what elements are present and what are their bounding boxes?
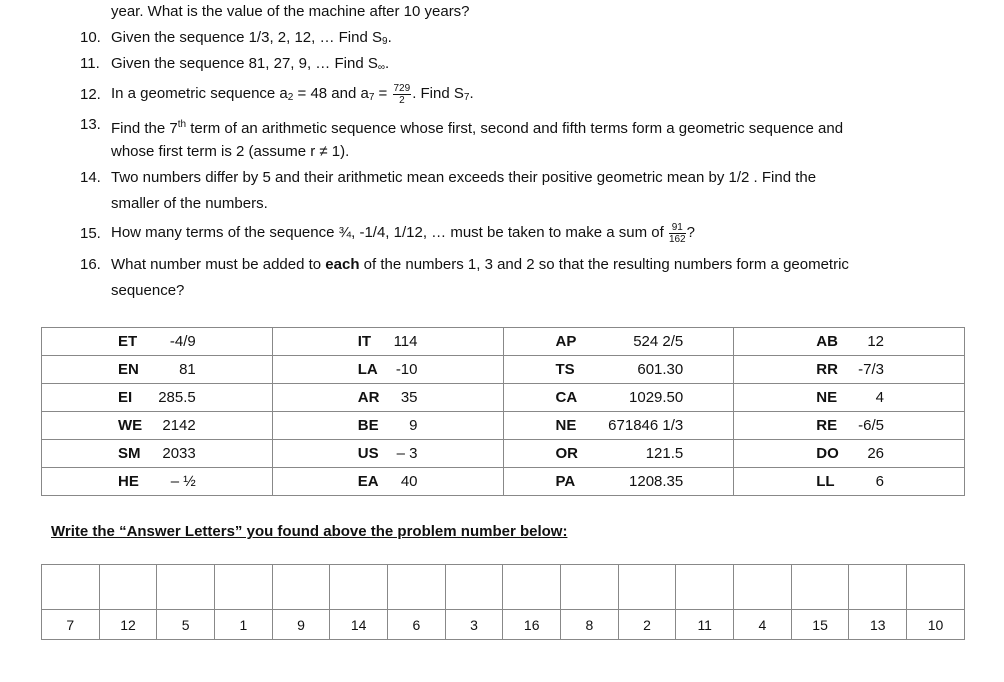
- answer-grid: [41, 564, 965, 640]
- table-row: [42, 468, 965, 496]
- answer-blank-cell[interactable]: [618, 565, 676, 610]
- answer-cell: [503, 328, 734, 356]
- answer-cell: [503, 384, 734, 412]
- problem-16-text-line2: sequence?: [111, 282, 185, 299]
- fraction: $\frac{91}{162}$: [668, 221, 686, 245]
- problem-number-cell: 14: [330, 610, 388, 640]
- answer-cell: [42, 468, 273, 496]
- problem-number-cell: 4: [734, 610, 792, 640]
- problem-15-number: 15.: [80, 225, 101, 242]
- answer-blank-cell[interactable]: [388, 565, 446, 610]
- problem-number-cell: 10: [907, 610, 965, 640]
- answer-blank-cell[interactable]: [849, 565, 907, 610]
- answer-code: EN: [118, 361, 139, 378]
- answer-blank-cell[interactable]: [272, 565, 330, 610]
- answer-code: DO: [816, 445, 839, 462]
- answer-code: LA: [357, 361, 378, 378]
- answer-blank-cell[interactable]: [99, 565, 157, 610]
- answer-cell: [42, 356, 273, 384]
- answer-cell: [272, 356, 503, 384]
- problem-13-text: Find the 7th term of an arithmetic sequence whose first, second and fifth terms form a geometric sequence and: [111, 119, 844, 137]
- answer-code: HE: [118, 473, 139, 490]
- answer-code: OR: [555, 445, 578, 462]
- answer-value: -10: [395, 361, 418, 378]
- answer-value: -4/9: [169, 333, 196, 350]
- problem-14-text-line2: smaller of the numbers.: [111, 195, 268, 212]
- answer-code: WE: [118, 417, 143, 434]
- answer-cell: [42, 440, 273, 468]
- answer-blank-cell[interactable]: [42, 565, 100, 610]
- problem-number-cell: 16: [503, 610, 561, 640]
- answer-code: CA: [555, 389, 578, 406]
- answer-code: NE: [816, 389, 838, 406]
- answer-blank-cell[interactable]: [503, 565, 561, 610]
- problem-14-number: 14.: [80, 169, 101, 186]
- answer-cell: [503, 440, 734, 468]
- answer-value: 114: [393, 333, 418, 350]
- problem-9-continued: year. What is the value of the machine after 10 years?: [111, 3, 470, 20]
- answer-code: US: [357, 445, 379, 462]
- answer-blank-cell[interactable]: [734, 565, 792, 610]
- answer-value: 81: [179, 361, 196, 378]
- answer-value: 524 2/5: [633, 333, 684, 350]
- answer-value: 2142: [162, 417, 196, 434]
- problem-10-text: Given the sequence 1/3, 2, 12, … Find $S_9$.: [111, 29, 392, 47]
- problem-number-cell: 1: [215, 610, 273, 640]
- table-row: [42, 328, 965, 356]
- problem-number-cell: 2: [618, 610, 676, 640]
- problem-number-cell: 7: [42, 610, 100, 640]
- answer-value: 121.5: [645, 445, 684, 462]
- table-row: [42, 356, 965, 384]
- answer-value: -6/5: [858, 417, 884, 434]
- answer-cell: [503, 468, 734, 496]
- answer-code: AR: [357, 389, 380, 406]
- problem-14-text: Two numbers differ by 5 and their arithmetic mean exceeds their positive geometric mean by 1/2 . Find the: [111, 169, 817, 186]
- problem-number-cell: 3: [445, 610, 503, 640]
- answer-code: EI: [118, 389, 133, 406]
- problem-11-text: Given the sequence 81, 27, 9, … Find $S_\infty$.: [111, 55, 390, 73]
- answer-cell: [272, 328, 503, 356]
- table-row: [42, 412, 965, 440]
- problem-11-number: 11.: [80, 55, 100, 72]
- answer-code: LL: [816, 473, 835, 490]
- answer-code: AB: [816, 333, 838, 350]
- answer-value: 1029.50: [629, 389, 684, 406]
- fraction: $\frac{729}{2}$: [393, 82, 411, 106]
- answer-cell: [734, 468, 965, 496]
- answer-code: TS: [555, 361, 575, 378]
- answer-cell: [42, 328, 273, 356]
- answer-cell: [734, 384, 965, 412]
- answer-cell: [272, 412, 503, 440]
- answer-code: SM: [118, 445, 141, 462]
- answer-value: 4: [875, 389, 884, 406]
- answer-value: 1208.35: [629, 473, 684, 490]
- problem-13-text-line2: whose first term is 2 (assume r ≠ 1).: [111, 143, 350, 160]
- answer-blank-cell[interactable]: [330, 565, 388, 610]
- answer-value: 40: [400, 473, 418, 490]
- problem-10-number: 10.: [80, 29, 101, 46]
- answer-cell: [734, 412, 965, 440]
- problem-number-cell: 12: [99, 610, 157, 640]
- answer-value: 9: [409, 417, 418, 434]
- answer-value: 671846 1/3: [608, 417, 684, 434]
- problem-number-cell: 11: [676, 610, 734, 640]
- answer-value: – ½: [170, 473, 196, 490]
- answer-code: BE: [357, 417, 379, 434]
- answer-cell: [503, 356, 734, 384]
- answer-code: IT: [357, 333, 372, 350]
- answer-code: ET: [118, 333, 138, 350]
- problem-12-text: In a geometric sequence $a_2 = 48$ and $a_7$ = $\frac{729}{2}$ . Find $S_7$.: [111, 82, 474, 106]
- answer-value: 26: [867, 445, 884, 462]
- answer-letters-table: [41, 327, 965, 496]
- problem-number-cell: 15: [791, 610, 849, 640]
- answer-code: EA: [357, 473, 379, 490]
- problem-number-cell: 6: [388, 610, 446, 640]
- problem-15-text: How many terms of the sequence ¾, -1/4, 1/12, … must be taken to make a sum of $\frac{91}{162}$ ?: [111, 221, 695, 245]
- answer-cell: [734, 328, 965, 356]
- answer-value: 35: [400, 389, 418, 406]
- problem-13-number: 13.: [80, 116, 101, 133]
- problem-number-cell: 8: [561, 610, 619, 640]
- answer-blank-cell[interactable]: [215, 565, 273, 610]
- answer-cell: [272, 468, 503, 496]
- answer-cell: [42, 412, 273, 440]
- answer-cell: [734, 356, 965, 384]
- answer-code: AP: [555, 333, 577, 350]
- answer-cell: [42, 384, 273, 412]
- answer-cell: [503, 412, 734, 440]
- answer-blank-cell[interactable]: [676, 565, 734, 610]
- answer-blank-cell[interactable]: [157, 565, 215, 610]
- problem-number-cell: 5: [157, 610, 215, 640]
- answer-cell: [272, 384, 503, 412]
- problem-12-number: 12.: [80, 86, 101, 103]
- answer-cell: [734, 440, 965, 468]
- answer-heading: Write the “Answer Letters” you found above the problem number below:: [51, 523, 568, 540]
- answer-value: -7/3: [858, 361, 884, 378]
- answer-value: 12: [867, 333, 884, 350]
- answer-value: 601.30: [637, 361, 684, 378]
- answer-value: – 3: [396, 445, 418, 462]
- answer-code: RR: [816, 361, 838, 378]
- answer-cell: [272, 440, 503, 468]
- answer-value: 2033: [162, 445, 196, 462]
- answer-code: NE: [555, 417, 577, 434]
- problem-16-number: 16.: [80, 256, 101, 273]
- table-row: [42, 384, 965, 412]
- answer-blank-cell[interactable]: [907, 565, 965, 610]
- problem-16-text: What number must be added to each of the numbers 1, 3 and 2 so that the resulting numbers form a geometric: [111, 256, 849, 273]
- answer-code: RE: [816, 417, 838, 434]
- answer-blank-cell[interactable]: [445, 565, 503, 610]
- answer-value: 6: [875, 473, 884, 490]
- answer-code: PA: [555, 473, 576, 490]
- answer-value: 285.5: [158, 389, 196, 406]
- answer-blank-cell[interactable]: [791, 565, 849, 610]
- answer-blank-cell[interactable]: [561, 565, 619, 610]
- table-row: [42, 440, 965, 468]
- problem-number-cell: 13: [849, 610, 907, 640]
- problem-number-cell: 9: [272, 610, 330, 640]
